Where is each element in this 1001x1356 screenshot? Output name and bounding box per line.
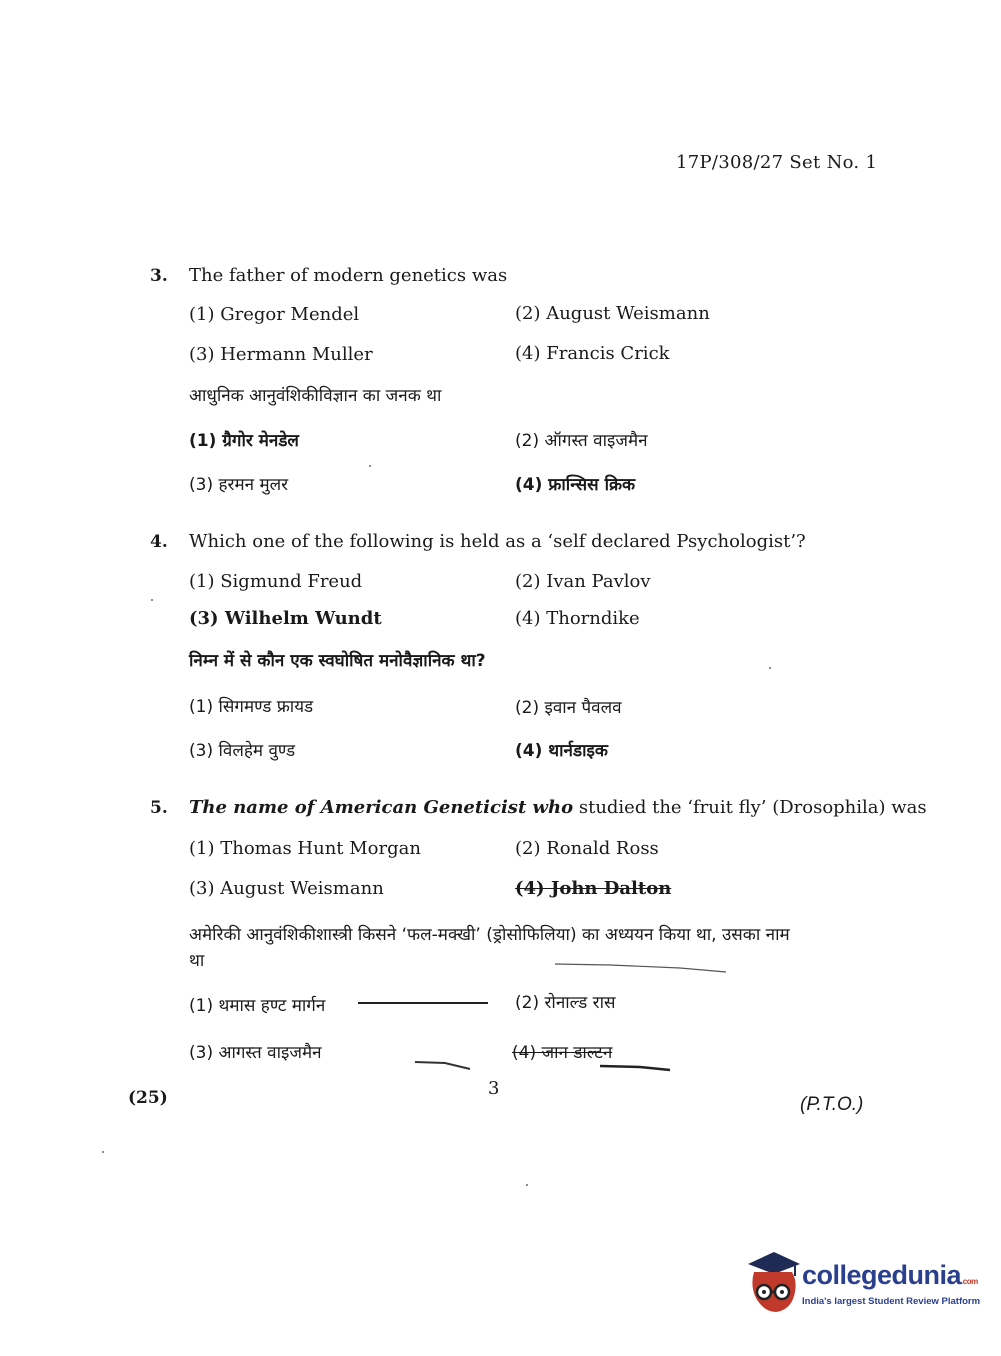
option-3: (3) Wilhelm Wundt xyxy=(189,608,382,629)
question-number: 4. xyxy=(150,532,168,552)
scan-speck xyxy=(769,667,771,669)
option-1: (1) Sigmund Freud xyxy=(189,571,363,592)
question-text: The father of modern genetics was xyxy=(189,265,508,286)
question-text: Which one of the following is held as a ‘self declared Psychologist’? xyxy=(189,531,806,552)
option-3: (3) August Weismann xyxy=(189,878,384,899)
hindi-option-3: (3) विलहेम वुण्ड xyxy=(189,741,296,761)
scan-speck xyxy=(151,599,153,601)
scan-speck xyxy=(102,1151,104,1153)
option-4: (4) John Dalton xyxy=(515,878,672,899)
hindi-option-2: (2) इवान पैवलव xyxy=(515,698,622,718)
pen-line xyxy=(600,1066,670,1070)
page-code: (25) xyxy=(128,1088,168,1108)
please-turn-over: (P.T.O.) xyxy=(800,1094,864,1115)
hindi-option-2: (2) ऑगस्त वाइजमैन xyxy=(515,431,648,451)
logo-name xyxy=(802,1260,978,1291)
hindi-question-text-line2: था xyxy=(189,951,205,971)
logo-name-text: collegedunia xyxy=(802,1260,962,1290)
option-2: (2) Ronald Ross xyxy=(515,838,659,859)
hindi-option-3: (3) हरमन मुलर xyxy=(189,475,289,495)
hindi-option-4: (4) थार्नडाइक xyxy=(515,741,608,761)
question-number: 3. xyxy=(150,266,168,286)
collegedunia-logo xyxy=(742,1250,981,1320)
question-number: 5. xyxy=(150,798,168,818)
option-2: (2) August Weismann xyxy=(515,303,710,324)
hindi-question-text: निम्न में से कौन एक स्वघोषित मनोवैज्ञानिक था? xyxy=(189,651,486,671)
option-4: (4) Thorndike xyxy=(515,608,640,629)
logo-suffix: .com xyxy=(961,1277,978,1286)
paper-code: 17P/308/27 Set No. 1 xyxy=(676,152,878,173)
logo-tagline: India's largest Student Review Platform xyxy=(802,1296,981,1307)
option-2: (2) Ivan Pavlov xyxy=(515,571,651,592)
scan-speck xyxy=(369,465,371,467)
hindi-option-1: (1) ग्रैगोर मेनडेल xyxy=(189,431,299,451)
hindi-option-2: (2) रोनाल्ड रास xyxy=(515,993,616,1013)
hindi-option-1: (1) थमास हण्ट मार्गन xyxy=(189,996,326,1016)
mascot-icon xyxy=(742,1250,802,1320)
question-text-suffix: studied the ‘fruit fly’ (Drosophila) was xyxy=(578,797,927,818)
hindi-question-text: आधुनिक आनुवंशिकीविज्ञान का जनक था xyxy=(189,386,442,406)
hindi-question-text-line1: अमेरिकी आनुवंशिकीशास्त्री किसने ‘फल-मक्खी’ (ड्रोसोफिलिया) का अध्ययन किया था, उसका नाम xyxy=(189,925,790,945)
option-1: (1) Thomas Hunt Morgan xyxy=(189,838,421,859)
pen-line xyxy=(415,1062,470,1069)
scan-speck xyxy=(526,1184,528,1186)
option-1: (1) Gregor Mendel xyxy=(189,304,360,325)
hindi-option-1: (1) सिगमण्ड फ्रायड xyxy=(189,697,314,717)
hindi-option-3: (3) आगस्त वाइजमैन xyxy=(189,1043,322,1063)
hindi-option-4: (4) जान डाल्टन xyxy=(512,1043,613,1063)
question-text-prefix: The name of American Geneticist who xyxy=(189,797,574,818)
option-3: (3) Hermann Muller xyxy=(189,344,373,365)
hindi-option-4: (4) फ्रान्सिस क्रिक xyxy=(515,475,636,495)
page-number: 3 xyxy=(488,1078,500,1099)
pen-line xyxy=(555,964,726,972)
option-4: (4) Francis Crick xyxy=(515,343,670,364)
